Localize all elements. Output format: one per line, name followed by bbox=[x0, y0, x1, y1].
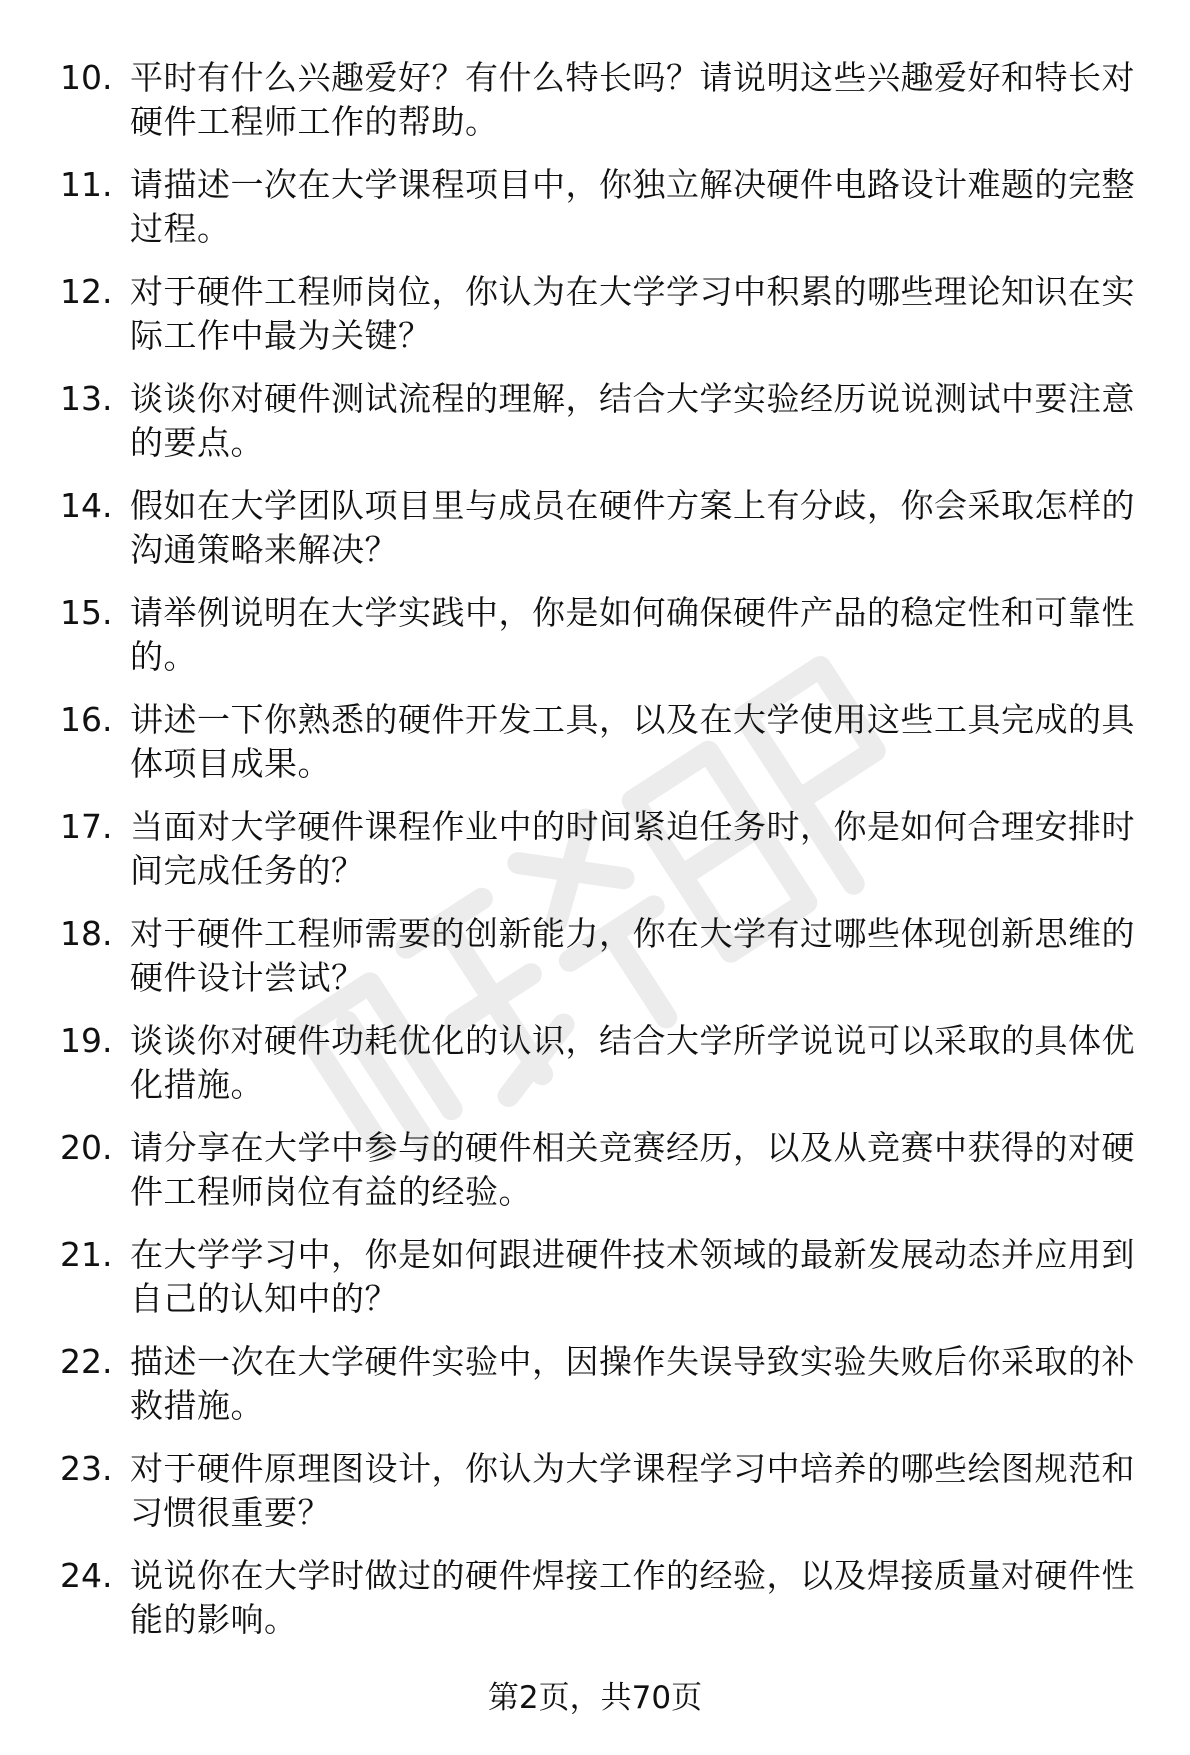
question-text: 平时有什么兴趣爱好？有什么特长吗？请说明这些兴趣爱好和特长对硬件工程师工作的帮助。 bbox=[130, 58, 1135, 141]
list-item bbox=[0, 698, 1190, 805]
question-number: 17. bbox=[60, 807, 113, 846]
question-text: 谈谈你对硬件测试流程的理解，结合大学实验经历说说测试中要注意的要点。 bbox=[130, 379, 1135, 462]
page-number-label: 第2页，共70页 bbox=[487, 1680, 703, 1716]
question-number: 12. bbox=[60, 272, 113, 311]
question-number: 10. bbox=[60, 58, 113, 97]
list-item bbox=[0, 912, 1190, 1019]
question-text: 讲述一下你熟悉的硬件开发工具，以及在大学使用这些工具完成的具体项目成果。 bbox=[130, 700, 1135, 783]
list-item bbox=[0, 1019, 1190, 1126]
question-number: 24. bbox=[60, 1556, 113, 1595]
question-text: 谈谈你对硬件功耗优化的认识，结合大学所学说说可以采取的具体优化措施。 bbox=[130, 1021, 1135, 1104]
question-number: 21. bbox=[60, 1235, 113, 1274]
question-text: 描述一次在大学硬件实验中，因操作失误导致实验失败后你采取的补救措施。 bbox=[130, 1342, 1135, 1425]
question-text: 说说你在大学时做过的硬件焊接工作的经验，以及焊接质量对硬件性能的影响。 bbox=[130, 1556, 1135, 1639]
question-number: 14. bbox=[60, 486, 113, 525]
question-list bbox=[0, 56, 1190, 1661]
list-item bbox=[0, 270, 1190, 377]
list-item bbox=[0, 591, 1190, 698]
question-number: 13. bbox=[60, 379, 113, 418]
question-text: 假如在大学团队项目里与成员在硬件方案上有分歧，你会采取怎样的沟通策略来解决？ bbox=[130, 486, 1135, 569]
list-item bbox=[0, 805, 1190, 912]
list-item bbox=[0, 377, 1190, 484]
question-text: 请分享在大学中参与的硬件相关竞赛经历，以及从竞赛中获得的对硬件工程师岗位有益的经验。 bbox=[130, 1128, 1135, 1211]
question-text: 请描述一次在大学课程项目中，你独立解决硬件电路设计难题的完整过程。 bbox=[130, 165, 1135, 248]
question-number: 19. bbox=[60, 1021, 113, 1060]
list-item bbox=[0, 1340, 1190, 1447]
list-item bbox=[0, 56, 1190, 163]
page-footer bbox=[0, 1678, 1190, 1718]
question-text: 在大学学习中，你是如何跟进硬件技术领域的最新发展动态并应用到自己的认知中的？ bbox=[130, 1235, 1135, 1318]
question-text: 请举例说明在大学实践中，你是如何确保硬件产品的稳定性和可靠性的。 bbox=[130, 593, 1135, 676]
question-text: 当面对大学硬件课程作业中的时间紧迫任务时，你是如何合理安排时间完成任务的？ bbox=[130, 807, 1135, 890]
question-text: 对于硬件工程师需要的创新能力，你在大学有过哪些体现创新思维的硬件设计尝试？ bbox=[130, 914, 1135, 997]
question-number: 22. bbox=[60, 1342, 113, 1381]
list-item bbox=[0, 163, 1190, 270]
question-number: 15. bbox=[60, 593, 113, 632]
question-text: 对于硬件工程师岗位，你认为在大学学习中积累的哪些理论知识在实际工作中最为关键？ bbox=[130, 272, 1135, 355]
question-number: 16. bbox=[60, 700, 113, 739]
list-item bbox=[0, 1233, 1190, 1340]
question-number: 18. bbox=[60, 914, 113, 953]
list-item bbox=[0, 1126, 1190, 1233]
question-number: 20. bbox=[60, 1128, 113, 1167]
question-number: 23. bbox=[60, 1449, 113, 1488]
question-number: 11. bbox=[60, 165, 113, 204]
list-item bbox=[0, 1554, 1190, 1661]
question-text: 对于硬件原理图设计，你认为大学课程学习中培养的哪些绘图规范和习惯很重要？ bbox=[130, 1449, 1135, 1532]
list-item bbox=[0, 484, 1190, 591]
list-item bbox=[0, 1447, 1190, 1554]
